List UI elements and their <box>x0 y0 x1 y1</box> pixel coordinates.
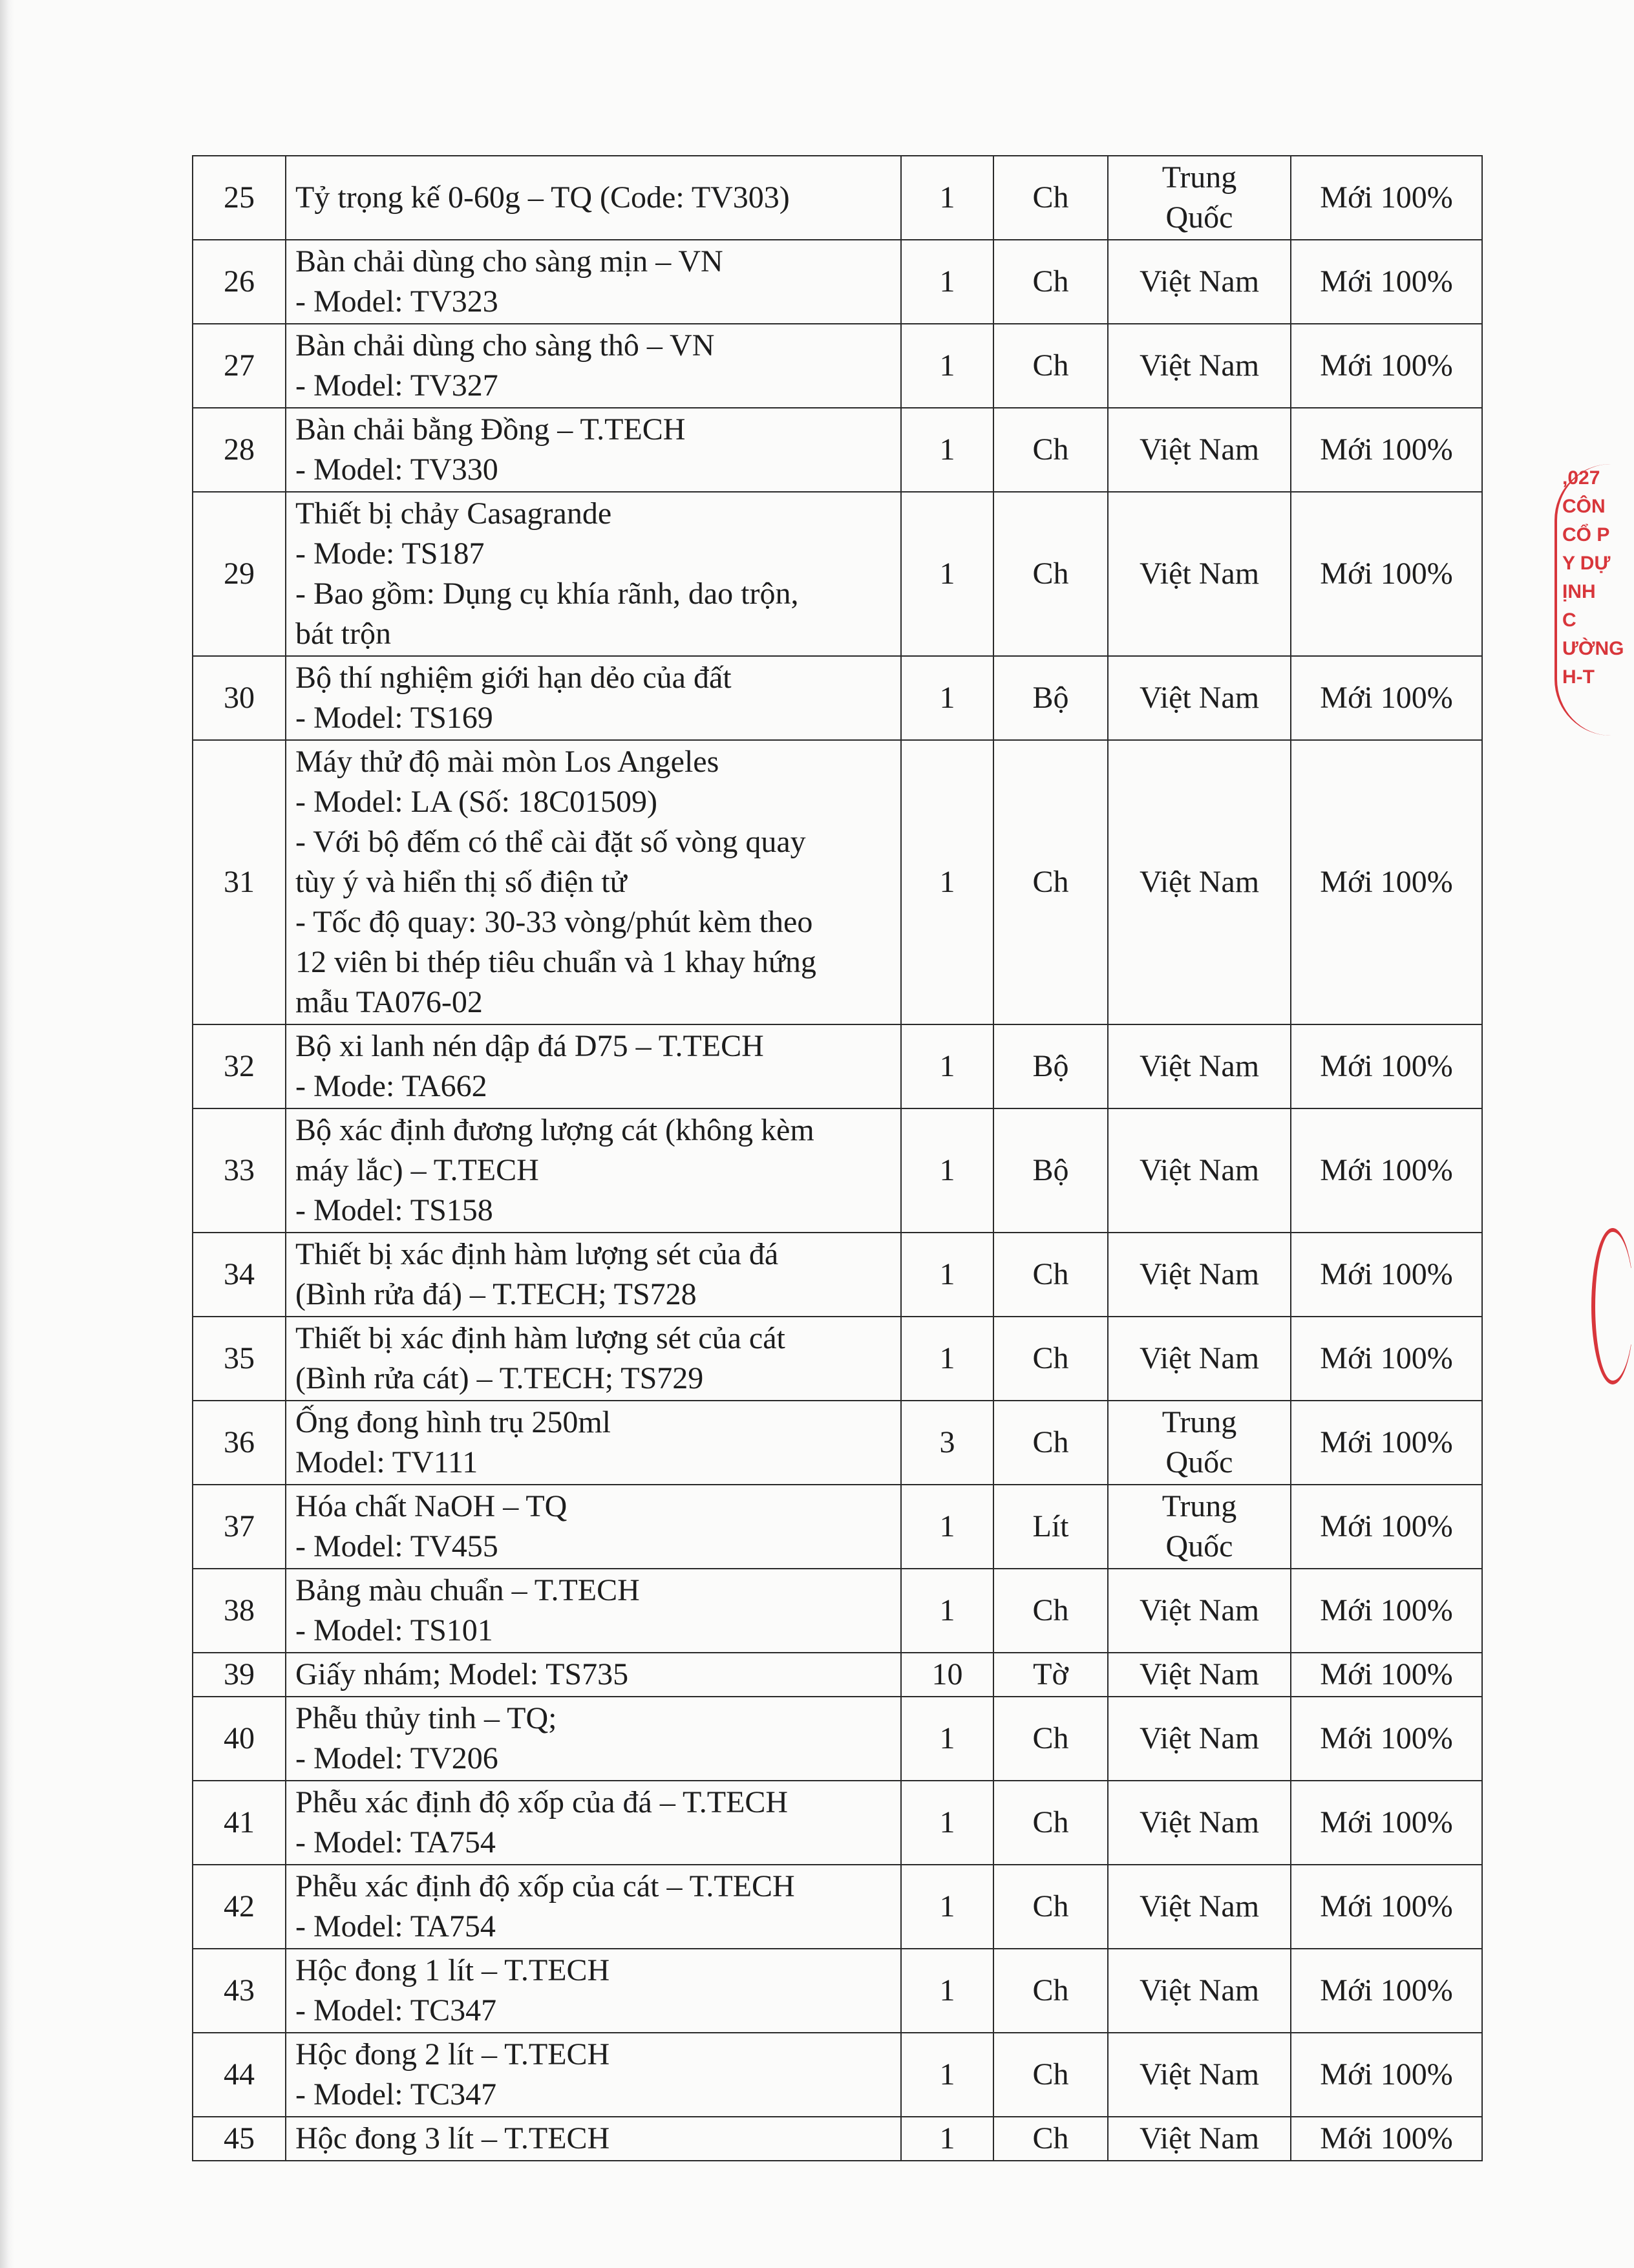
item-description <box>286 1949 901 2033</box>
item-description <box>286 1781 901 1865</box>
quantity: 1 <box>901 1865 993 1949</box>
row-number: 44 <box>193 2033 286 2117</box>
unit: Lít <box>993 1485 1108 1569</box>
row-number: 25 <box>193 156 286 240</box>
row-number: 41 <box>193 1781 286 1865</box>
item-description-line: - Model: TV455 <box>295 1529 498 1563</box>
condition-status: Mới 100% <box>1291 1485 1482 1569</box>
condition-status: Mới 100% <box>1291 1653 1482 1697</box>
row-number: 35 <box>193 1317 286 1401</box>
stamp-text: ,027 <box>1562 467 1600 489</box>
condition-status: Mới 100% <box>1291 1108 1482 1233</box>
origin-line: Việt Nam <box>1139 681 1260 715</box>
table-row <box>193 492 1482 656</box>
row-number: 31 <box>193 740 286 1024</box>
red-seal-arc <box>1591 1228 1634 1384</box>
item-description-line: máy lắc) – T.TECH <box>295 1153 539 1187</box>
row-number: 37 <box>193 1485 286 1569</box>
table-row <box>193 1233 1482 1317</box>
item-description-line: Bộ xác định đương lượng cát (không kèm <box>295 1113 814 1147</box>
origin-line: Việt Nam <box>1139 1049 1260 1083</box>
stamp-text: ƯỜNG <box>1562 638 1624 659</box>
table-row <box>193 1653 1482 1697</box>
item-description <box>286 740 901 1024</box>
origin <box>1108 1485 1291 1569</box>
origin-line: Trung <box>1162 1489 1237 1523</box>
item-description-line: - Model: TS169 <box>295 701 493 735</box>
table-row <box>193 740 1482 1024</box>
item-description <box>286 240 901 324</box>
origin-line: Việt Nam <box>1139 1593 1260 1627</box>
origin <box>1108 1233 1291 1317</box>
item-description-line: Máy thử độ mài mòn Los Angeles <box>295 745 719 779</box>
row-number: 32 <box>193 1024 286 1108</box>
item-description-line: - Model: TV323 <box>295 284 498 319</box>
quantity: 1 <box>901 240 993 324</box>
origin <box>1108 1949 1291 2033</box>
unit: Ch <box>993 1697 1108 1781</box>
condition-status: Mới 100% <box>1291 1949 1482 2033</box>
origin-line: Việt Nam <box>1139 432 1260 467</box>
row-number: 45 <box>193 2117 286 2161</box>
item-description <box>286 492 901 656</box>
item-description-line: - Với bộ đếm có thể cài đặt số vòng quay <box>295 825 806 859</box>
quantity: 1 <box>901 740 993 1024</box>
origin <box>1108 240 1291 324</box>
table-row <box>193 1317 1482 1401</box>
row-number: 39 <box>193 1653 286 1697</box>
item-description-line: Bàn chải dùng cho sàng mịn – VN <box>295 244 723 279</box>
origin <box>1108 1781 1291 1865</box>
unit: Ch <box>993 1401 1108 1485</box>
unit: Ch <box>993 1781 1108 1865</box>
condition-status: Mới 100% <box>1291 156 1482 240</box>
condition-status: Mới 100% <box>1291 1401 1482 1485</box>
condition-status: Mới 100% <box>1291 408 1482 492</box>
item-description-line: - Model: LA (Số: 18C01509) <box>295 785 657 819</box>
item-description-line: - Model: TA754 <box>295 1909 496 1944</box>
table-row <box>193 240 1482 324</box>
unit: Ch <box>993 492 1108 656</box>
quantity: 1 <box>901 1024 993 1108</box>
item-description-line: (Bình rửa đá) – T.TECH; TS728 <box>295 1277 697 1311</box>
origin-line: Quốc <box>1165 1445 1233 1479</box>
table-body <box>193 156 1482 2161</box>
item-description <box>286 324 901 408</box>
item-description <box>286 1024 901 1108</box>
row-number: 38 <box>193 1569 286 1653</box>
unit: Ch <box>993 2117 1108 2161</box>
item-description-line: - Model: TV330 <box>295 452 498 487</box>
item-description-line: - Model: TC347 <box>295 2077 497 2112</box>
unit: Tờ <box>993 1653 1108 1697</box>
stamp-text: CỔ P <box>1562 524 1610 546</box>
origin <box>1108 656 1291 740</box>
item-description <box>286 408 901 492</box>
quantity: 3 <box>901 1401 993 1485</box>
origin-line: Việt Nam <box>1139 1889 1260 1924</box>
item-description-line: - Model: TS158 <box>295 1193 493 1227</box>
item-description <box>286 656 901 740</box>
item-description-line: - Mode: TS187 <box>295 536 485 571</box>
condition-status: Mới 100% <box>1291 1317 1482 1401</box>
origin-line: Việt Nam <box>1139 1805 1260 1839</box>
quantity: 1 <box>901 1233 993 1317</box>
item-description <box>286 1485 901 1569</box>
item-description-line: Ống đong hình trụ 250ml <box>295 1405 611 1439</box>
origin-line: Việt Nam <box>1139 2121 1260 2156</box>
origin-line: Việt Nam <box>1139 556 1260 591</box>
item-description-line: Bàn chải bằng Đồng – T.TECH <box>295 412 686 447</box>
row-number: 29 <box>193 492 286 656</box>
unit: Ch <box>993 1949 1108 2033</box>
stamp-text: ỊNH C <box>1562 581 1596 631</box>
item-description-line: Hộc đong 1 lít – T.TECH <box>295 1953 610 1987</box>
origin-line: Việt Nam <box>1139 2057 1260 2092</box>
row-number: 36 <box>193 1401 286 1485</box>
item-description-line: Phễu xác định độ xốp của cát – T.TECH <box>295 1869 795 1903</box>
item-description <box>286 1233 901 1317</box>
item-description <box>286 1697 901 1781</box>
unit: Ch <box>993 1569 1108 1653</box>
table-row <box>193 1569 1482 1653</box>
table-row <box>193 324 1482 408</box>
item-description-line: tùy ý và hiển thị số điện tử <box>295 865 627 899</box>
item-description-line: Bảng màu chuẩn – T.TECH <box>295 1573 640 1607</box>
table-row <box>193 1108 1482 1233</box>
origin <box>1108 1569 1291 1653</box>
item-description-line: Bộ thí nghiệm giới hạn dẻo của đất <box>295 661 732 695</box>
stamp-text: H-T <box>1562 666 1595 688</box>
quantity: 1 <box>901 2117 993 2161</box>
item-description-line: (Bình rửa cát) – T.TECH; TS729 <box>295 1361 704 1395</box>
item-description-line: Hộc đong 2 lít – T.TECH <box>295 2037 610 2072</box>
item-description-line: Thiết bị xác định hàm lượng sét của cát <box>295 1321 785 1355</box>
origin-line: Việt Nam <box>1139 1341 1260 1375</box>
red-company-stamp-partial <box>1554 464 1624 736</box>
unit: Bộ <box>993 1024 1108 1108</box>
equipment-table <box>192 155 1483 2161</box>
item-description-line: - Mode: TA662 <box>295 1069 487 1103</box>
condition-status: Mới 100% <box>1291 656 1482 740</box>
origin <box>1108 2117 1291 2161</box>
unit: Ch <box>993 2033 1108 2117</box>
item-description-line: Phễu xác định độ xốp của đá – T.TECH <box>295 1785 789 1819</box>
origin-line: Việt Nam <box>1139 264 1260 299</box>
item-description <box>286 1317 901 1401</box>
quantity: 1 <box>901 1697 993 1781</box>
origin <box>1108 324 1291 408</box>
origin-line: Việt Nam <box>1139 865 1260 899</box>
origin-line: Trung <box>1162 1405 1237 1439</box>
quantity: 1 <box>901 324 993 408</box>
item-description-line: - Tốc độ quay: 30-33 vòng/phút kèm theo <box>295 905 813 939</box>
origin-line: Việt Nam <box>1139 1657 1260 1691</box>
item-description-line: mẫu TA076-02 <box>295 985 483 1019</box>
table-row <box>193 1865 1482 1949</box>
item-description-line: 12 viên bi thép tiêu chuẩn và 1 khay hứng <box>295 945 816 979</box>
origin <box>1108 156 1291 240</box>
row-number: 40 <box>193 1697 286 1781</box>
origin <box>1108 740 1291 1024</box>
item-description-line: Tỷ trọng kế 0-60g – TQ (Code: TV303) <box>295 180 790 215</box>
table-row <box>193 2117 1482 2161</box>
quantity: 1 <box>901 1781 993 1865</box>
table-row <box>193 1485 1482 1569</box>
unit: Ch <box>993 1865 1108 1949</box>
table-row <box>193 1697 1482 1781</box>
origin-line: Quốc <box>1165 200 1233 235</box>
quantity: 1 <box>901 1108 993 1233</box>
item-description-line: Giấy nhám; Model: TS735 <box>295 1657 629 1691</box>
table-row <box>193 1401 1482 1485</box>
quantity: 1 <box>901 1317 993 1401</box>
table-row <box>193 1949 1482 2033</box>
origin <box>1108 492 1291 656</box>
item-description-line: Thiết bị chảy Casagrande <box>295 496 612 531</box>
condition-status: Mới 100% <box>1291 2117 1482 2161</box>
stamp-text: Y DỰ <box>1562 553 1611 574</box>
item-description-line: Phễu thủy tinh – TQ; <box>295 1701 557 1735</box>
quantity: 1 <box>901 408 993 492</box>
origin-line: Việt Nam <box>1139 1973 1260 2008</box>
condition-status: Mới 100% <box>1291 2033 1482 2117</box>
origin <box>1108 1317 1291 1401</box>
quantity: 1 <box>901 492 993 656</box>
item-description-line: - Model: TA754 <box>295 1825 496 1860</box>
quantity: 1 <box>901 1949 993 2033</box>
item-description <box>286 1653 901 1697</box>
table-row <box>193 1024 1482 1108</box>
unit: Ch <box>993 324 1108 408</box>
row-number: 42 <box>193 1865 286 1949</box>
unit: Ch <box>993 1233 1108 1317</box>
item-description-line: - Model: TS101 <box>295 1613 493 1648</box>
condition-status: Mới 100% <box>1291 1697 1482 1781</box>
quantity: 1 <box>901 2033 993 2117</box>
origin <box>1108 1653 1291 1697</box>
item-description-line: bát trộn <box>295 617 391 651</box>
origin-line: Việt Nam <box>1139 1153 1260 1187</box>
origin <box>1108 2033 1291 2117</box>
row-number: 26 <box>193 240 286 324</box>
item-description-line: - Model: TV206 <box>295 1741 498 1775</box>
item-description-line: - Bao gồm: Dụng cụ khía rãnh, dao trộn, <box>295 577 799 611</box>
unit: Bộ <box>993 656 1108 740</box>
item-description-line: Bộ xi lanh nén dập đá D75 – T.TECH <box>295 1029 764 1063</box>
item-description-line: Hộc đong 3 lít – T.TECH <box>295 2121 610 2156</box>
origin <box>1108 1401 1291 1485</box>
row-number: 34 <box>193 1233 286 1317</box>
origin <box>1108 408 1291 492</box>
table-row <box>193 656 1482 740</box>
unit: Ch <box>993 156 1108 240</box>
condition-status: Mới 100% <box>1291 324 1482 408</box>
item-description-line: Model: TV111 <box>295 1445 478 1479</box>
item-description-line: Bàn chải dùng cho sàng thô – VN <box>295 328 715 363</box>
origin-line: Trung <box>1162 160 1237 195</box>
unit: Ch <box>993 408 1108 492</box>
item-description <box>286 156 901 240</box>
item-description-line: Thiết bị xác định hàm lượng sét của đá <box>295 1237 779 1271</box>
condition-status: Mới 100% <box>1291 1569 1482 1653</box>
quantity: 1 <box>901 1569 993 1653</box>
condition-status: Mới 100% <box>1291 1024 1482 1108</box>
table-row <box>193 156 1482 240</box>
condition-status: Mới 100% <box>1291 492 1482 656</box>
condition-status: Mới 100% <box>1291 1865 1482 1949</box>
condition-status: Mới 100% <box>1291 240 1482 324</box>
table-row <box>193 2033 1482 2117</box>
scan-edge <box>0 0 14 2268</box>
item-description-line: Hóa chất NaOH – TQ <box>295 1489 568 1523</box>
origin <box>1108 1697 1291 1781</box>
row-number: 43 <box>193 1949 286 2033</box>
origin <box>1108 1024 1291 1108</box>
origin-line: Việt Nam <box>1139 1721 1260 1755</box>
quantity: 1 <box>901 656 993 740</box>
item-description <box>286 2033 901 2117</box>
row-number: 33 <box>193 1108 286 1233</box>
quantity: 10 <box>901 1653 993 1697</box>
origin <box>1108 1108 1291 1233</box>
quantity: 1 <box>901 1485 993 1569</box>
stamp-text: CÔN <box>1562 496 1606 517</box>
item-description-line: - Model: TC347 <box>295 1993 497 2028</box>
item-description <box>286 1865 901 1949</box>
table-row <box>193 408 1482 492</box>
condition-status: Mới 100% <box>1291 740 1482 1024</box>
origin <box>1108 1865 1291 1949</box>
item-description <box>286 1108 901 1233</box>
item-description <box>286 1401 901 1485</box>
table-row <box>193 1781 1482 1865</box>
quantity: 1 <box>901 156 993 240</box>
unit: Ch <box>993 240 1108 324</box>
origin-line: Quốc <box>1165 1529 1233 1563</box>
unit: Bộ <box>993 1108 1108 1233</box>
condition-status: Mới 100% <box>1291 1781 1482 1865</box>
unit: Ch <box>993 1317 1108 1401</box>
item-description <box>286 1569 901 1653</box>
condition-status: Mới 100% <box>1291 1233 1482 1317</box>
item-description-line: - Model: TV327 <box>295 368 498 403</box>
origin-line: Việt Nam <box>1139 1257 1260 1291</box>
row-number: 27 <box>193 324 286 408</box>
item-description <box>286 2117 901 2161</box>
row-number: 30 <box>193 656 286 740</box>
origin-line: Việt Nam <box>1139 348 1260 383</box>
row-number: 28 <box>193 408 286 492</box>
unit: Ch <box>993 740 1108 1024</box>
